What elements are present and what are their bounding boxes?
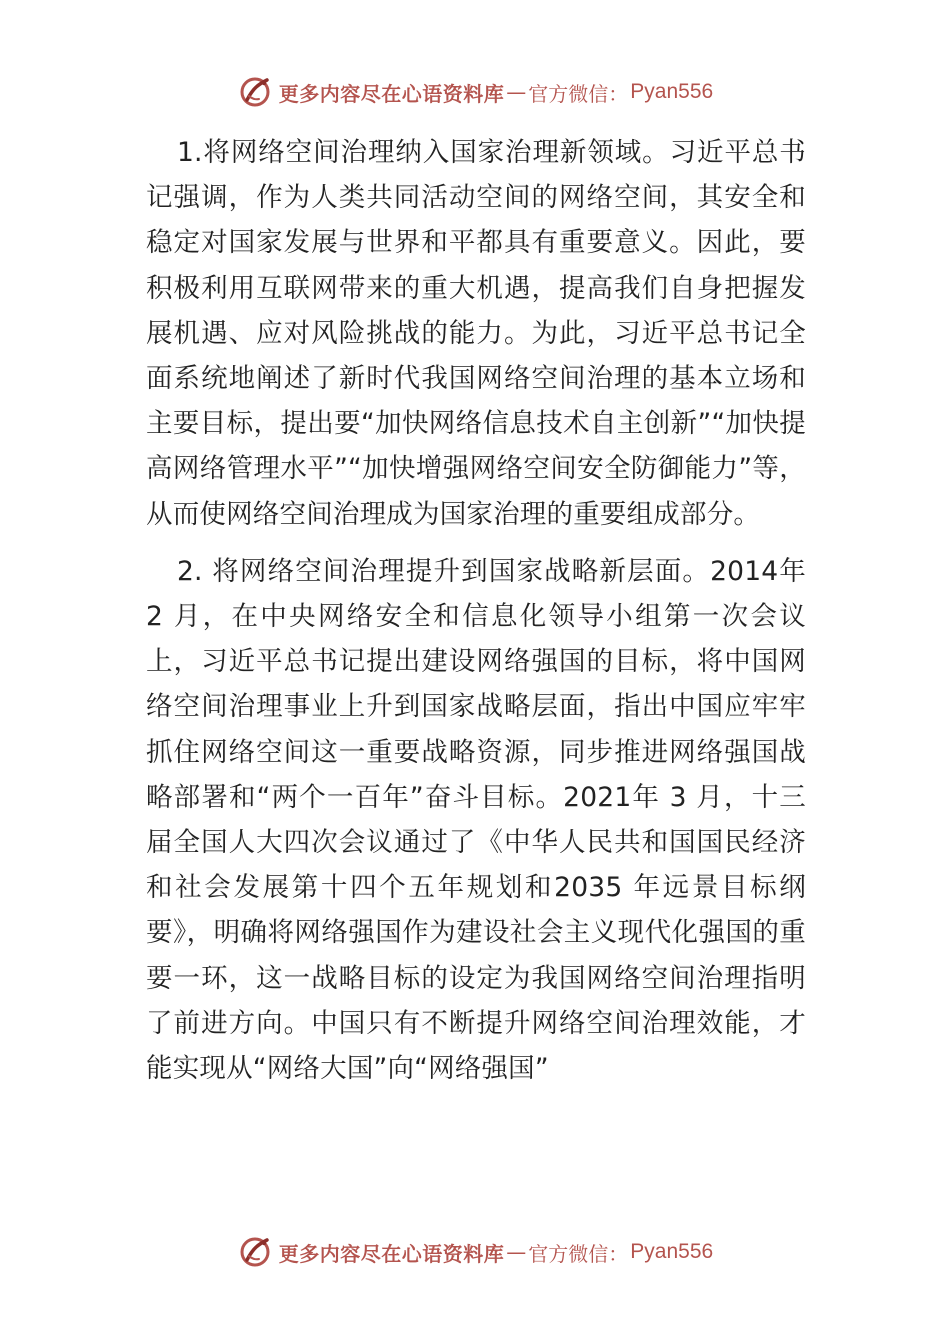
footer-banner: [0, 1232, 950, 1272]
header-slogan: 更多内容尽在心语资料库: [278, 81, 505, 106]
header-separator: —: [506, 80, 527, 104]
brush-circle-logo-icon: [237, 74, 273, 110]
document-body: [146, 130, 806, 1091]
footer-slogan: 更多内容尽在心语资料库: [278, 1241, 505, 1266]
footer-separator: —: [506, 1240, 527, 1264]
header-banner: [0, 72, 950, 112]
header-wechat-id: Pyan556: [630, 80, 714, 103]
footer-wechat-id: Pyan556: [630, 1240, 714, 1263]
brush-circle-logo-icon: [237, 1234, 273, 1270]
header-wechat-label: 官方微信：: [528, 81, 629, 106]
paragraph-2: 2. 将网络空间治理提升到国家战略新层面。2014年 2 月，在中央网络安全和信息化领导小组第一次会议上，习近平总书记提出建设网络强国的目标，将中国网络空间治理事业上升到国家战略层面，指出中国应牢牢抓住网络空间这一重要战略资源，同步推进网络强国战略部署和“两个一百年”奋斗目标。2021年 3 月，十三届全国人大四次会议通过了《中华人民共和国国民经济和社会发展第十四个五年规划和2035 年远景目标纲要》，明确将网络强国作为建设社会主义现代化强国的重要一环，这一战略目标的设定为我国网络空间治理指明了前进方向。中国只有不断提升网络空间治理效能，才能实现从“网络大国”向“网络强国”: [146, 555, 806, 1085]
paragraph-1: 1.将网络空间治理纳入国家治理新领域。习近平总书记强调，作为人类共同活动空间的网络空间，其安全和稳定对国家发展与世界和平都具有重要意义。因此，要积极利用互联网带来的重大机遇，提高我们自身把握发展机遇、应对风险挑战的能力。为此，习近平总书记全面系统地阐述了新时代我国网络空间治理的基本立场和主要目标，提出要“加快网络信息技术自主创新”“加快提高网络管理水平”“加快增强网络空间安全防御能力”等，从而使网络空间治理成为国家治理的重要组成部分。: [146, 137, 806, 530]
footer-wechat-label: 官方微信：: [528, 1241, 629, 1266]
